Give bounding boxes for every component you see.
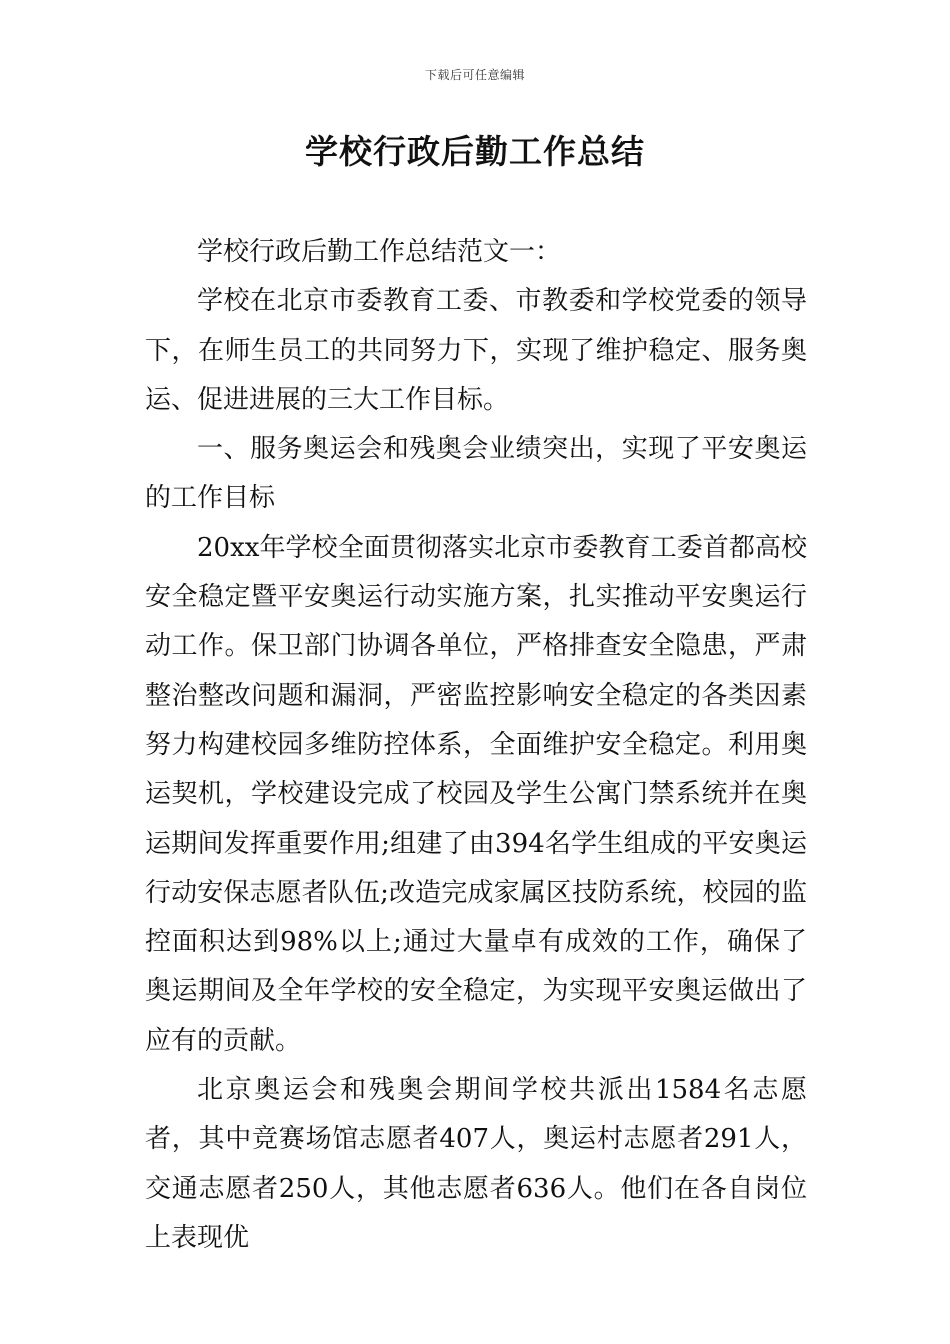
paragraph-security-work: 20xx年学校全面贯彻落实北京市委教育工委首都高校安全稳定暨平安奥运行动实施方案，扎实推动平安奥运行动工作。保卫部门协调各单位，严格排查安全隐患，严肃整治整改问题和漏洞，严密监控影响安全稳定的各类因素努力构建校园多维防控体系，全面维护安全稳定。利用奥运契机，学校建设完成了校园及学生公寓门禁系统并在奥运期间发挥重要作用;组建了由394名学生组成的平安奥运行动安保志愿者队伍;改造完成家属区技防系统，校园的监控面积达到98%以上;通过大量卓有成效的工作，确保了奥运期间及全年学校的安全稳定，为实现平安奥运做出了应有的贡献。 xyxy=(145,532,807,1056)
document-body xyxy=(145,228,807,1263)
document-title: 学校行政后勤工作总结 xyxy=(305,132,645,171)
paragraph-volunteers: 北京奥运会和残奥会期间学校共派出1584名志愿者，其中竞赛场馆志愿者407人，奥运村志愿者291人，交通志愿者250人，其他志愿者636人。他们在各自岗位上表现优 xyxy=(145,1075,807,1253)
paragraph-heading-sample: 学校行政后勤工作总结范文一： xyxy=(197,237,562,267)
header-note: 下载后可任意编辑 xyxy=(424,68,525,82)
paragraph-intro: 学校在北京市委教育工委、市教委和学校党委的领导下，在师生员工的共同努力下，实现了维护稳定、服务奥运、促进进展的三大工作目标。 xyxy=(145,286,807,415)
paragraph-section-heading: 一、服务奥运会和残奥会业绩突出，实现了平安奥运的工作目标 xyxy=(145,434,807,514)
